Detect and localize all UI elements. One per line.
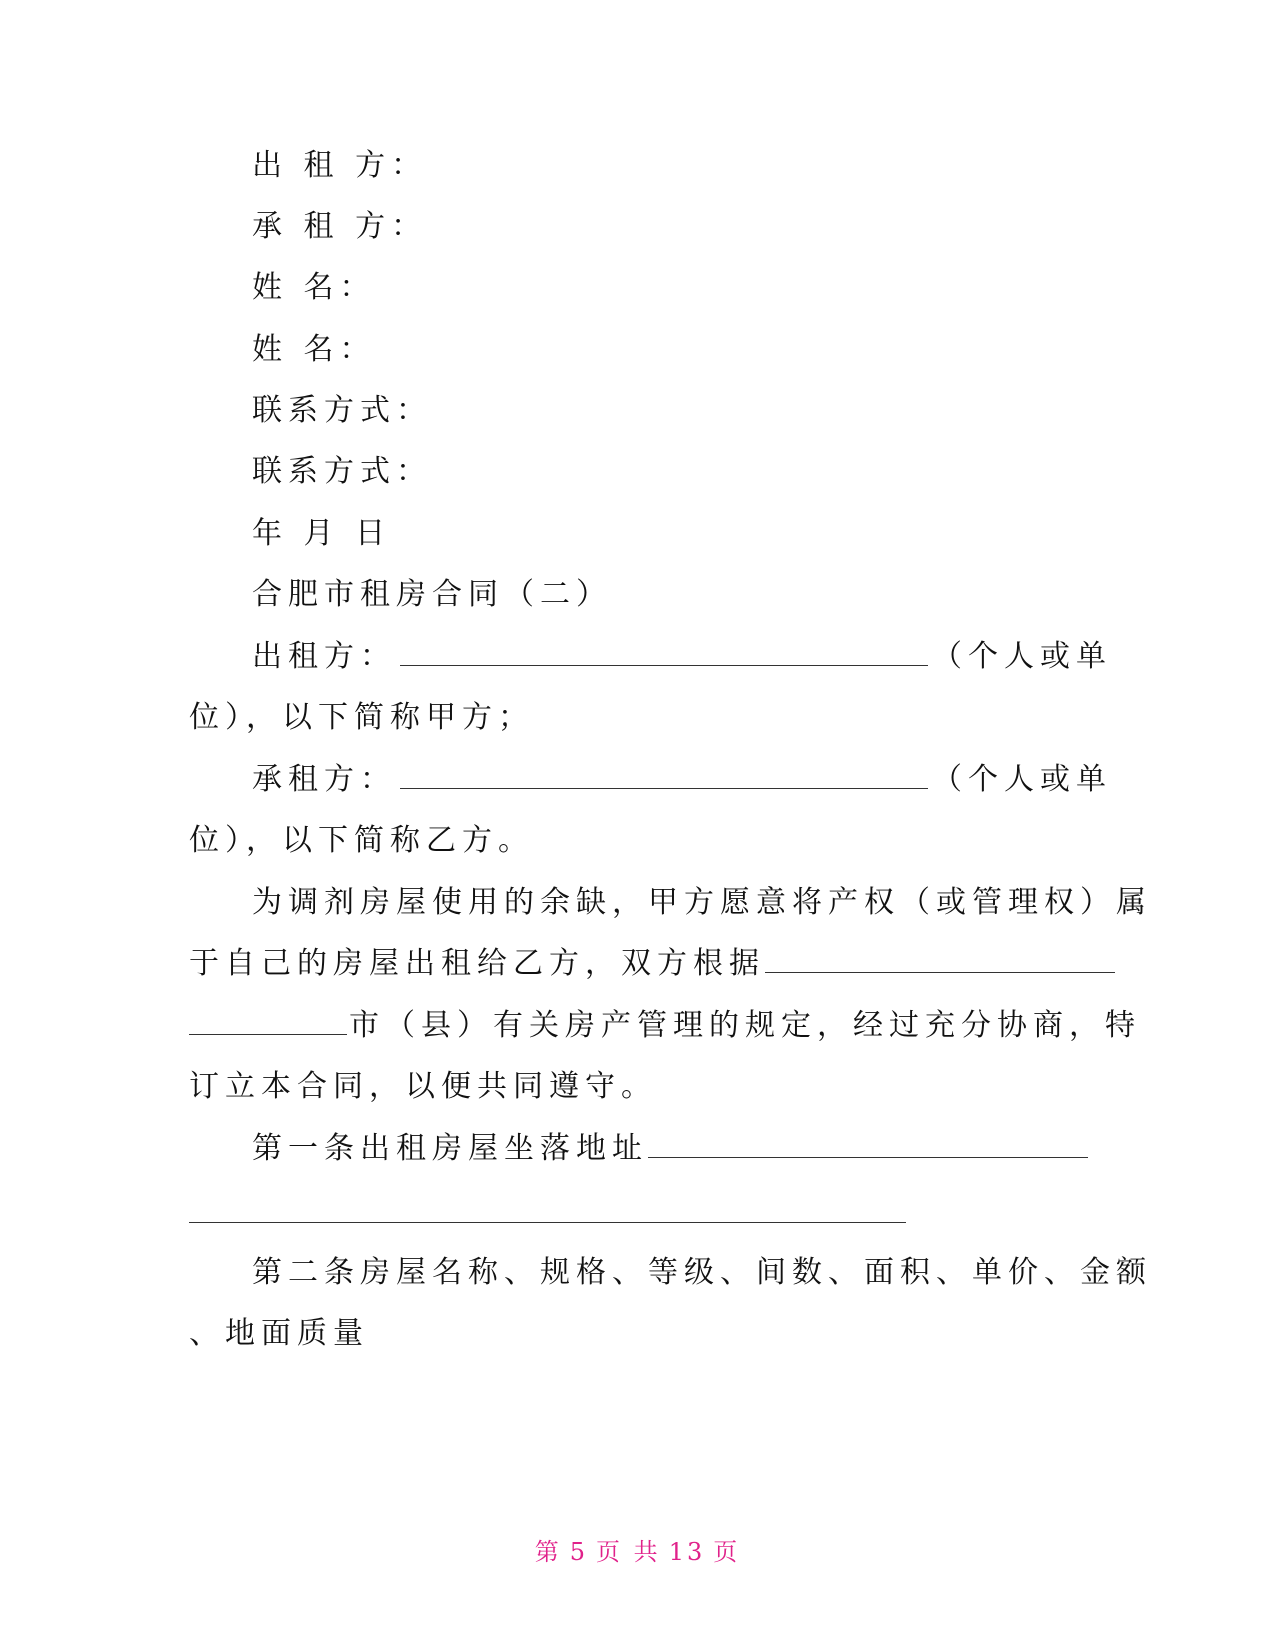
lessee-line-cont: 位），以下简称乙方。 [189, 823, 534, 858]
paragraph-line-3-text: 市（县）有关房产管理的规定，经过充分协商，特 [349, 1008, 1141, 1043]
lessor-blank [400, 639, 928, 666]
footer-prefix: 第 [534, 1538, 562, 1566]
page-footer [0, 1532, 1275, 1567]
footer-total-pages: 13 [668, 1538, 706, 1566]
paragraph-line-4: 订立本合同，以便共同遵守。 [189, 1069, 657, 1104]
lessor-contact-label: 联系方式： [252, 393, 432, 428]
lessee-line-suffix: （个人或单 [932, 762, 1112, 797]
paragraph-line-2 [189, 944, 1119, 984]
lessee-name-label: 姓 名： [252, 332, 376, 367]
contract-title: 合肥市租房合同（二） [252, 577, 612, 612]
lessee-blank [400, 762, 928, 789]
article-2-line: 第二条房屋名称、规格、等级、间数、面积、单价、金额 [252, 1255, 1152, 1290]
lessor-line-suffix: （个人或单 [932, 639, 1112, 674]
footer-mid: 页 共 [596, 1538, 661, 1566]
lessee-label: 承 租 方： [252, 209, 428, 244]
lessee-line [252, 760, 1112, 800]
paragraph-line-1: 为调剂房屋使用的余缺，甲方愿意将产权（或管理权）属 [252, 885, 1152, 920]
article-1-line [252, 1129, 1092, 1169]
lessee-line-label: 承租方： [252, 762, 396, 797]
city-blank-1 [765, 946, 1115, 973]
article-2-line-cont: 、地面质量 [189, 1316, 369, 1351]
address-blank-2 [189, 1222, 906, 1223]
footer-suffix: 页 [713, 1538, 741, 1566]
lessor-line-cont: 位），以下简称甲方； [189, 700, 534, 735]
paragraph-line-2-text: 于自己的房屋出租给乙方，双方根据 [189, 946, 765, 981]
date-line: 年 月 日 [252, 516, 392, 551]
lessor-line-label: 出租方： [252, 639, 396, 674]
lessor-name-label: 姓 名： [252, 270, 376, 305]
city-blank-2 [189, 1008, 347, 1035]
lessee-contact-label: 联系方式： [252, 454, 432, 489]
lessor-line [252, 637, 1112, 677]
footer-page-number: 5 [569, 1538, 589, 1566]
address-blank-1 [648, 1131, 1088, 1158]
article-1-text: 第一条出租房屋坐落地址 [252, 1131, 648, 1166]
lessor-label: 出 租 方： [252, 148, 428, 183]
paragraph-line-3 [189, 1006, 1141, 1046]
